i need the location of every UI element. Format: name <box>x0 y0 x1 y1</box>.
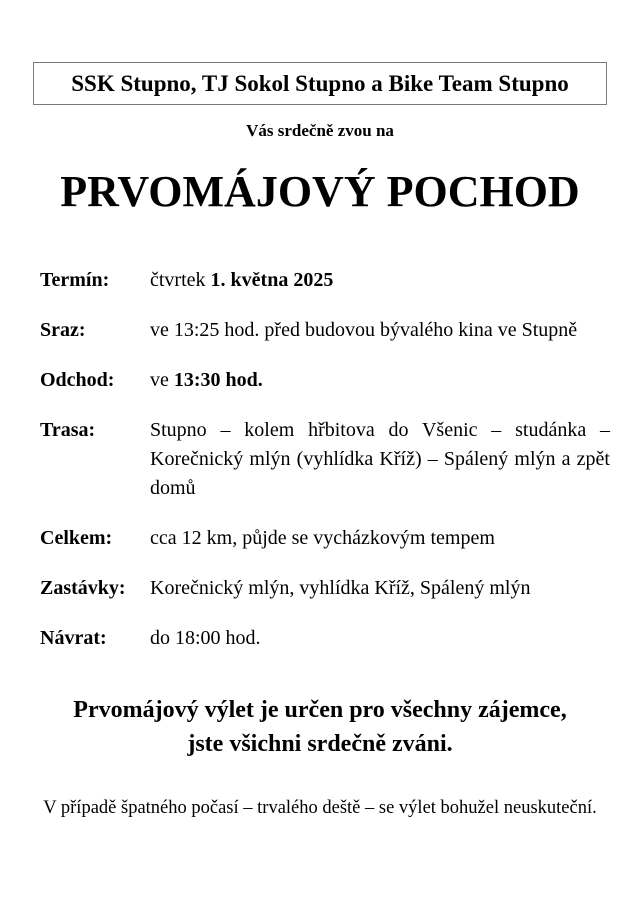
detail-row-navrat <box>40 624 610 653</box>
detail-value-navrat-regular: do 18:00 hod. <box>150 626 261 649</box>
detail-row-sraz <box>40 316 610 345</box>
event-title-text: PRVOMÁJOVÝ POCHOD <box>60 166 580 216</box>
detail-label-navrat: Návrat: <box>40 626 107 649</box>
detail-row-termin <box>40 266 610 295</box>
closing-line-2: jste všichni srdečně zváni. <box>187 730 453 757</box>
detail-label-termin: Termín: <box>40 268 110 291</box>
detail-label-trasa: Trasa: <box>40 418 96 441</box>
detail-row-odchod <box>40 366 610 395</box>
detail-value-trasa-regular: Stupno – kolem hřbitova do Všenic – studánka – Korečnický mlýn (vyhlídka Kříž) – Spálený mlýn a zpět domů <box>150 418 610 499</box>
detail-label-odchod: Odchod: <box>40 368 115 391</box>
closing-line-1: Prvomájový výlet je určen pro všechny zájemce, <box>73 696 567 723</box>
detail-value-odchod-bold: 13:30 hod. <box>173 368 263 391</box>
organizers-box <box>33 62 607 105</box>
detail-value-zastavky <box>150 574 610 603</box>
weather-cancellation-text: V případě špatného počasí – trvalého deště – se výlet bohužel neuskuteční. <box>43 797 597 818</box>
detail-row-celkem <box>40 524 610 553</box>
closing-invitation <box>0 693 640 761</box>
detail-value-odchod-regular: ve <box>150 368 174 391</box>
detail-value-sraz <box>150 316 610 345</box>
detail-label-sraz: Sraz: <box>40 318 86 341</box>
detail-value-termin-regular: čtvrtek <box>150 268 211 291</box>
detail-row-trasa <box>40 416 610 503</box>
weather-cancellation-note <box>0 797 640 819</box>
detail-value-navrat <box>150 624 610 653</box>
detail-label-celkem: Celkem: <box>40 526 113 549</box>
invitation-line <box>0 121 640 141</box>
event-title <box>0 168 640 216</box>
detail-label-zastavky: Zastávky: <box>40 576 126 599</box>
detail-value-celkem <box>150 524 610 553</box>
detail-value-sraz-regular: ve 13:25 hod. před budovou bývalého kina ve Stupně <box>150 318 578 341</box>
detail-value-termin-bold: 1. května 2025 <box>210 268 334 291</box>
event-details-list <box>40 266 610 653</box>
organizers-text: SSK Stupno, TJ Sokol Stupno a Bike Team Stupno <box>71 71 569 96</box>
detail-value-termin <box>150 266 610 295</box>
detail-value-zastavky-regular: Korečnický mlýn, vyhlídka Kříž, Spálený mlýn <box>150 576 531 599</box>
invitation-text: Vás srdečně zvou na <box>246 121 394 141</box>
detail-value-trasa <box>150 416 610 503</box>
detail-row-zastavky <box>40 574 610 603</box>
detail-value-odchod <box>150 366 610 395</box>
detail-value-celkem-regular: cca 12 km, půjde se vycházkovým tempem <box>150 526 495 549</box>
